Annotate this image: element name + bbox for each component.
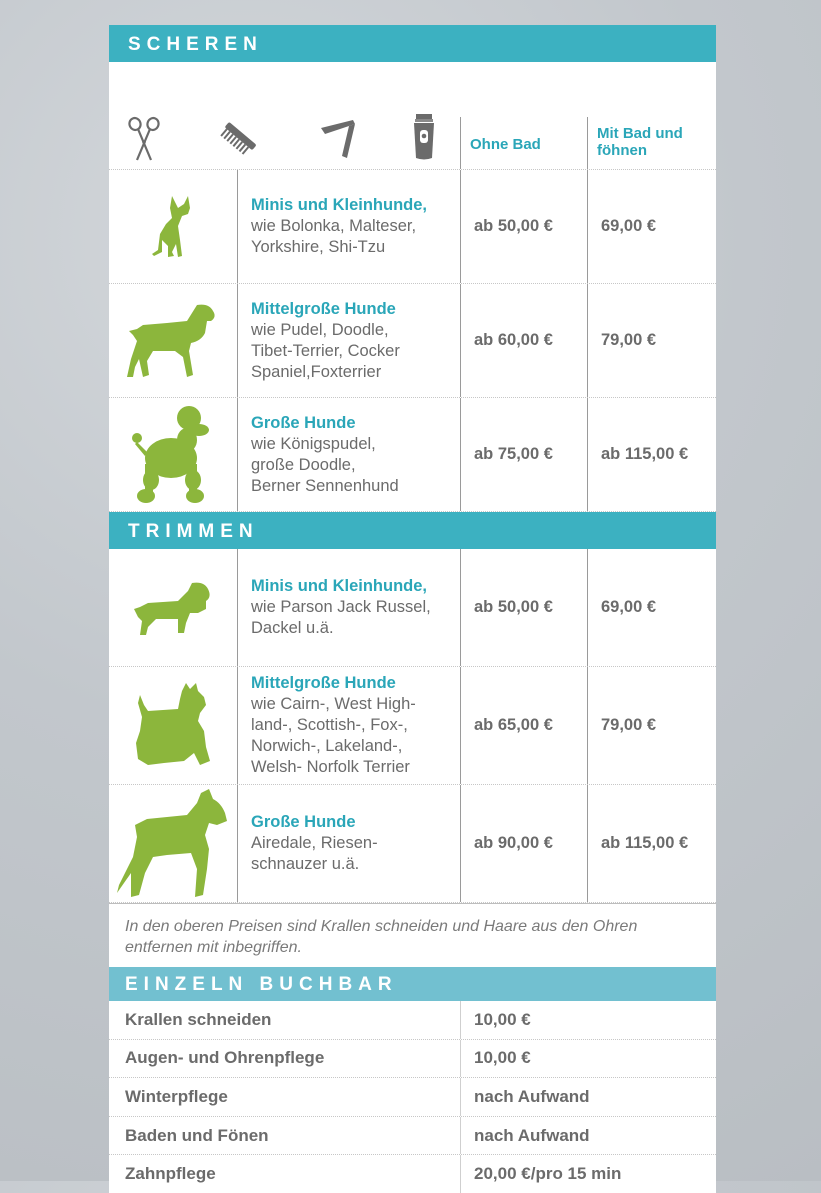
spaniel-silhouette-icon	[109, 284, 237, 397]
service-price: 10,00 €	[474, 1009, 531, 1029]
service-price: 10,00 €	[474, 1048, 531, 1068]
section-header-scheren: SCHEREN	[109, 25, 716, 62]
price-ohne-bad: ab 50,00 €	[474, 217, 553, 235]
chihuahua-silhouette-icon	[109, 170, 237, 283]
table-row	[109, 549, 716, 667]
price-ohne-bad: ab 90,00 €	[474, 834, 553, 852]
section-header-einzeln: EINZELN BUCHBAR	[109, 967, 716, 1001]
row-description: wie Königspudel, große Doodle, Berner Sennenhund	[251, 434, 399, 495]
service-price: nach Aufwand	[474, 1086, 590, 1106]
terrier-silhouette-icon	[109, 667, 237, 784]
price-mit-bad: 69,00 €	[601, 598, 657, 616]
service-price: nach Aufwand	[474, 1125, 590, 1145]
row-title: Mittelgroße Hunde	[251, 299, 396, 318]
dachshund-silhouette-icon	[109, 549, 237, 666]
poodle-silhouette-icon	[109, 398, 237, 511]
list-item	[109, 1078, 716, 1117]
scissors-icon	[127, 116, 161, 162]
row-title: Mittelgroße Hunde	[251, 674, 396, 692]
pricing-note: In den oberen Preisen sind Krallen schneiden und Haare aus den Ohren entfernen mit inbegriffen.	[109, 903, 716, 967]
row-description: wie Bolonka, Malteser, Yorkshire, Shi-Tzu	[251, 217, 417, 256]
list-item	[109, 1155, 716, 1193]
section-header-trimmen: TRIMMEN	[109, 512, 716, 549]
row-title: Minis und Kleinhunde,	[251, 196, 427, 214]
table-row	[109, 667, 716, 785]
row-title: Große Hunde	[251, 813, 356, 831]
schnauzer-silhouette-icon	[109, 785, 237, 902]
row-description: wie Cairn-, West High- land-, Scottish-, Fox-, Norwich-, Lakeland-, Welsh- Norfolk Terrier	[251, 695, 416, 776]
row-title: Minis und Kleinhunde,	[251, 577, 427, 595]
table-row	[109, 284, 716, 398]
column-header-mit-bad: Mit Bad und föhnen	[597, 125, 683, 159]
row-description: wie Parson Jack Russel, Dackel u.ä.	[251, 598, 431, 637]
price-ohne-bad: ab 65,00 €	[474, 716, 553, 734]
service-label: Baden und Fönen	[125, 1125, 269, 1145]
price-mit-bad: ab 115,00 €	[601, 834, 689, 852]
price-ohne-bad: ab 60,00 €	[474, 331, 553, 349]
tools-header-row	[109, 62, 716, 170]
price-ohne-bad: ab 75,00 €	[474, 445, 553, 463]
price-ohne-bad: ab 50,00 €	[474, 598, 553, 616]
table-row	[109, 785, 716, 903]
service-price: 20,00 €/pro 15 min	[474, 1164, 622, 1184]
row-description: wie Pudel, Doodle, Tibet-Terrier, Cocker Spaniel,Foxterrier	[251, 320, 400, 381]
table-row	[109, 170, 716, 284]
razor-icon	[319, 118, 359, 160]
price-card	[109, 25, 716, 1193]
column-header-ohne-bad: Ohne Bad	[470, 136, 541, 153]
service-label: Krallen schneiden	[125, 1009, 272, 1029]
price-mit-bad: 69,00 €	[601, 217, 657, 235]
clipper-icon	[411, 114, 437, 160]
table-row	[109, 398, 716, 512]
price-mit-bad: 79,00 €	[601, 331, 657, 349]
list-item	[109, 1040, 716, 1079]
row-description: Airedale, Riesen- schnauzer u.ä.	[251, 834, 378, 873]
service-label: Augen- und Ohrenpflege	[125, 1048, 325, 1068]
comb-icon	[219, 118, 259, 158]
row-title: Große Hunde	[251, 413, 356, 432]
service-label: Winterpflege	[125, 1086, 228, 1106]
service-label: Zahnpflege	[125, 1164, 216, 1184]
list-item	[109, 1117, 716, 1156]
price-mit-bad: ab 115,00 €	[601, 445, 689, 463]
price-mit-bad: 79,00 €	[601, 716, 657, 734]
list-item	[109, 1001, 716, 1040]
